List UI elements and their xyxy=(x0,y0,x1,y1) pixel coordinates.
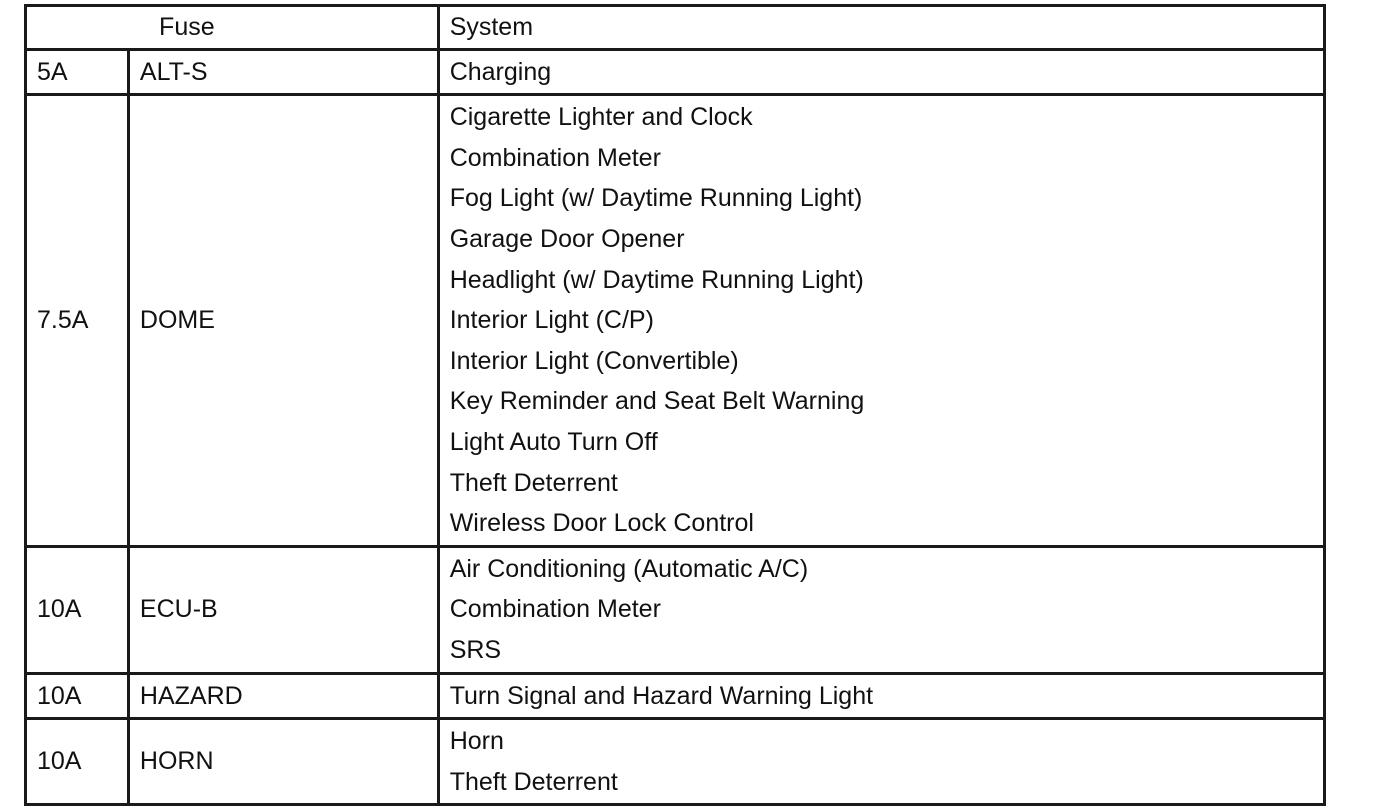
system-column-header: System xyxy=(438,6,1324,50)
fuse-name: ECU-B xyxy=(128,546,438,673)
system-item: Key Reminder and Seat Belt Warning xyxy=(449,387,865,416)
fuse-amperage: 10A xyxy=(26,546,129,673)
system-item: Cigarette Lighter and Clock xyxy=(449,103,753,132)
table-row xyxy=(26,49,1325,95)
system-item: Theft Deterrent xyxy=(449,468,618,497)
system-item: Air Conditioning (Automatic A/C) xyxy=(449,554,809,583)
table-row xyxy=(26,95,1325,547)
table-row xyxy=(26,546,1325,673)
system-item: Interior Light (Convertible) xyxy=(449,346,739,375)
system-item: Combination Meter xyxy=(449,595,661,624)
fuse-table xyxy=(24,4,1326,806)
fuse-amperage: 5A xyxy=(26,49,129,95)
system-item: Light Auto Turn Off xyxy=(449,427,658,456)
system-item: Turn Signal and Hazard Warning Light xyxy=(449,681,874,710)
system-item: Garage Door Opener xyxy=(449,224,685,253)
system-item: Theft Deterrent xyxy=(449,767,618,796)
system-cell xyxy=(438,673,1324,719)
system-item: Interior Light (C/P) xyxy=(449,306,654,335)
fuse-column-header: Fuse xyxy=(26,6,439,50)
system-list xyxy=(450,97,1313,544)
fuse-amperage: 7.5A xyxy=(26,95,129,547)
system-cell xyxy=(438,719,1324,805)
system-item: Horn xyxy=(449,727,504,756)
system-cell xyxy=(438,95,1324,547)
system-cell xyxy=(438,49,1324,95)
fuse-amperage: 10A xyxy=(26,673,129,719)
fuse-rows xyxy=(26,49,1325,805)
fuse-name: HORN xyxy=(128,719,438,805)
system-item: Wireless Door Lock Control xyxy=(449,509,754,538)
fuse-amperage: 10A xyxy=(26,719,129,805)
header-row xyxy=(26,6,1325,50)
table-row xyxy=(26,719,1325,805)
system-item: Combination Meter xyxy=(449,143,661,172)
system-cell xyxy=(438,546,1324,673)
system-item: Headlight (w/ Daytime Running Light) xyxy=(449,265,864,294)
system-item: Fog Light (w/ Daytime Running Light) xyxy=(449,184,863,213)
system-list xyxy=(450,52,1313,93)
system-item: Charging xyxy=(449,57,552,86)
system-list xyxy=(450,549,1313,671)
system-item: SRS xyxy=(449,635,502,664)
fuse-name: ALT-S xyxy=(128,49,438,95)
system-list xyxy=(450,721,1313,802)
fuse-name: DOME xyxy=(128,95,438,547)
table-row xyxy=(26,673,1325,719)
fuse-name: HAZARD xyxy=(128,673,438,719)
system-list xyxy=(450,676,1313,717)
